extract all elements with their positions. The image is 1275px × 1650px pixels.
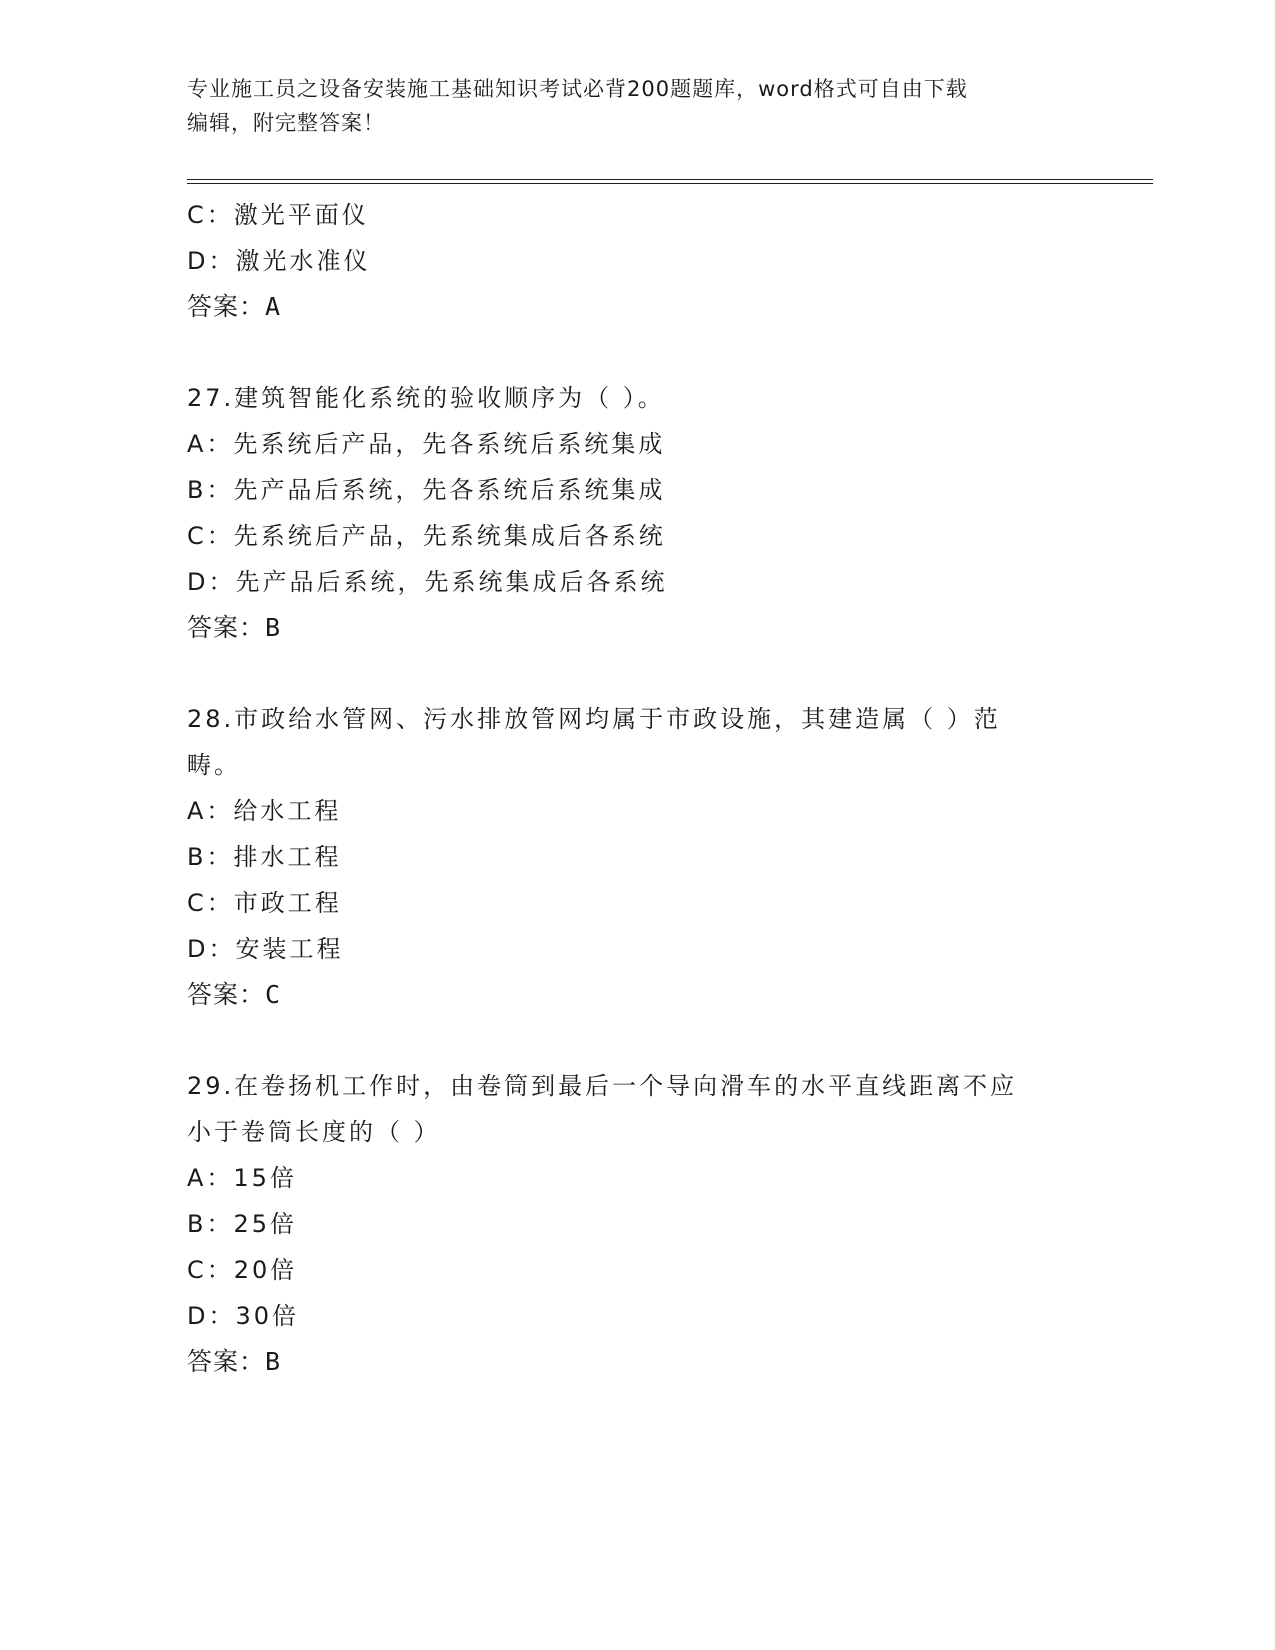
option-b: B：排水工程 [187, 843, 342, 871]
answer-line [187, 972, 1087, 1018]
question-list [187, 192, 1087, 1385]
question-27-block [187, 375, 1087, 651]
answer-line [187, 1339, 1087, 1385]
answer-value: B [265, 1347, 282, 1376]
answer-label: 答案： [187, 980, 266, 1009]
document-header [187, 72, 1087, 140]
option-c: C：激光平面仪 [187, 201, 369, 229]
option-c: C：先系统后产品，先系统集成后各系统 [187, 522, 666, 550]
option-c: C：市政工程 [187, 889, 342, 917]
answer-value: C [265, 980, 282, 1009]
option-d: D：先产品后系统，先系统集成后各系统 [187, 568, 668, 596]
answer-line [187, 605, 1087, 651]
option-d: D：30倍 [187, 1302, 300, 1330]
question-text-line-1: 28.市政给水管网、污水排放管网均属于市政设施，其建造属（ ）范 [187, 705, 1001, 733]
question-text-line-1: 29.在卷扬机工作时，由卷筒到最后一个导向滑车的水平直线距离不应 [187, 1072, 1018, 1100]
question-text-line-2: 小于卷筒长度的（ ） [187, 1118, 441, 1146]
answer-label: 答案： [187, 1347, 266, 1376]
option-d: D：激光水准仪 [187, 247, 371, 275]
answer-value: A [265, 292, 282, 321]
option-b: B：先产品后系统，先各系统后系统集成 [187, 476, 666, 504]
option-d: D：安装工程 [187, 935, 344, 963]
header-divider-top [187, 179, 1153, 180]
question-text: 27.建筑智能化系统的验收顺序为（ ）。 [187, 384, 665, 412]
header-line-1: 专业施工员之设备安装施工基础知识考试必背200题题库，word格式可自由下载 [187, 77, 968, 101]
option-c: C：20倍 [187, 1256, 298, 1284]
option-a: A：先系统后产品，先各系统后系统集成 [187, 430, 666, 458]
answer-label: 答案： [187, 613, 266, 642]
question-29-block [187, 1063, 1087, 1385]
question-text-line-2: 畴。 [187, 751, 241, 779]
question-28-block [187, 696, 1087, 1018]
question-26-block [187, 192, 1087, 330]
option-b: B：25倍 [187, 1210, 298, 1238]
answer-line [187, 284, 1087, 330]
header-divider-bottom [187, 183, 1153, 184]
answer-value: B [265, 613, 282, 642]
answer-label: 答案： [187, 292, 266, 321]
option-a: A：给水工程 [187, 797, 342, 825]
option-a: A：15倍 [187, 1164, 297, 1192]
header-line-2: 编辑，附完整答案！ [187, 111, 385, 135]
